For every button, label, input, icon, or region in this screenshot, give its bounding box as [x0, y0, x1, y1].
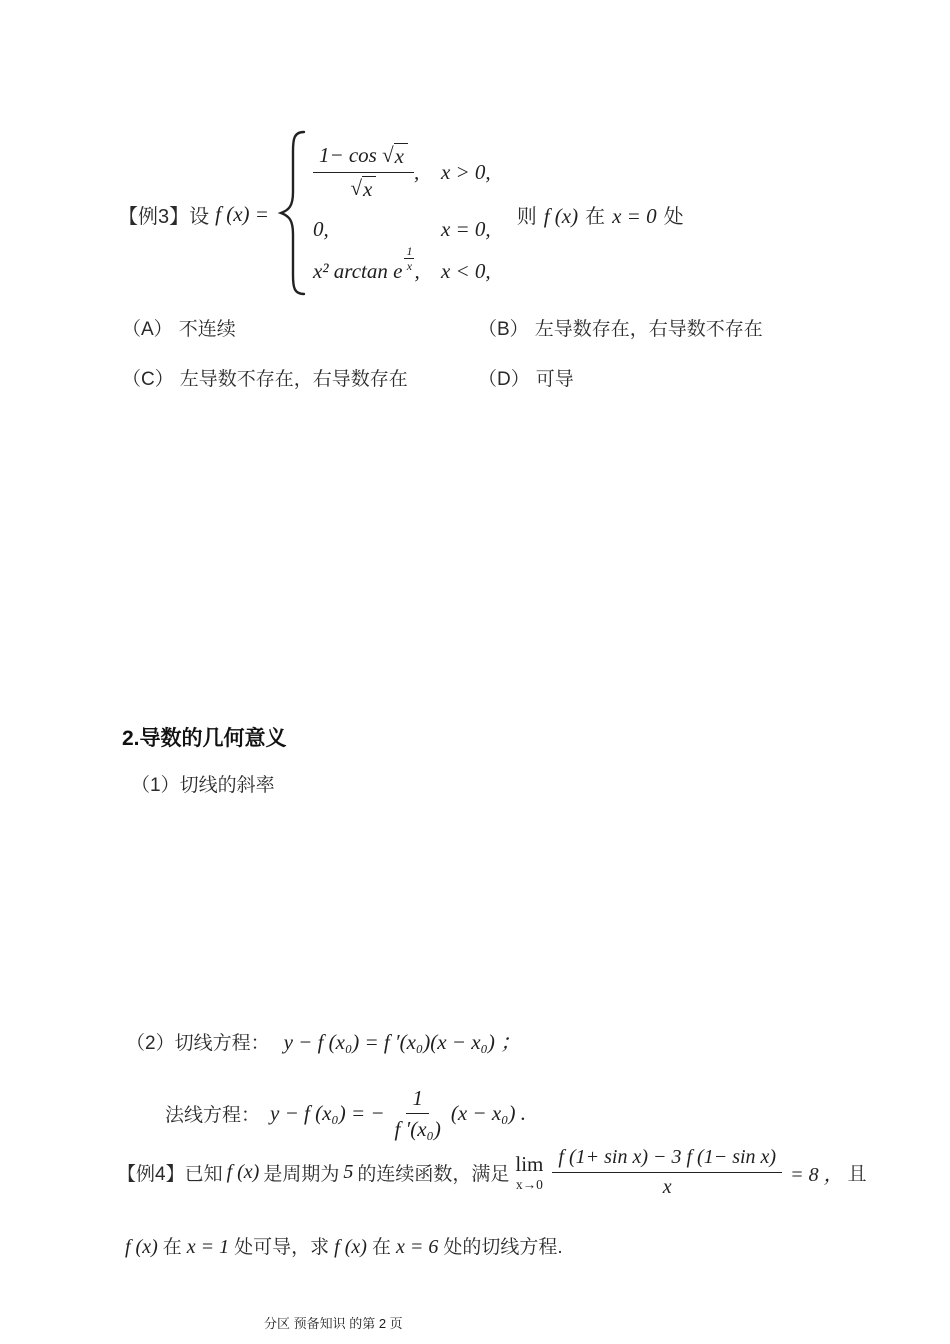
normal-equation-lhs: y − f (x₀) = − [270, 1101, 385, 1126]
normal-line-equation [165, 1086, 526, 1141]
tangent-equation-label: （2）切线方程： [126, 1033, 270, 1054]
fx-equals: f (x) = [215, 201, 269, 226]
tangent-line-equation [126, 1026, 521, 1056]
example-3-question: 则 f (x) 在 x = 0 处 [516, 203, 684, 228]
page-footer: 分区 预备知识 的第 2 页 [264, 1316, 403, 1331]
case-condition: x > 0, [440, 159, 491, 184]
piecewise-case [313, 143, 491, 200]
option-b-text: 左导数存在，右导数不存在 [534, 319, 763, 340]
options-row [122, 314, 862, 341]
piecewise-case [312, 243, 491, 285]
normal-equation-label: 法线方程： [165, 1105, 261, 1127]
piecewise-case [313, 217, 491, 242]
tangent-slope-item: （1）切线的斜率 [131, 775, 275, 796]
option-a-text: 不连续 [178, 319, 236, 340]
case-expression: x² arctan e [312, 258, 403, 283]
option-d-text: 可导 [535, 369, 574, 390]
fraction: $\frac{1}{\text{f ′(x₀)}}$ [394, 1086, 441, 1142]
option-a [122, 314, 478, 341]
superscript-fraction: 1 x [406, 243, 413, 273]
comma: , [413, 159, 420, 184]
case-condition: x < 0, [440, 258, 491, 283]
example-4-tag: 【例4】已知 [117, 1164, 223, 1185]
example-3 [118, 128, 684, 300]
tangent-equation-math: y − f (x₀) = f ′(x₀)(x − x₀) ； [283, 1030, 522, 1054]
limit-operator: lim x→0 [515, 1151, 544, 1192]
piecewise-brace [277, 128, 307, 300]
sqrt-radical: √ x [382, 143, 408, 168]
example-4-line2: f (x) 在 x = 1 处可导，求 f (x) 在 x = 6 处的切线方程. [125, 1236, 563, 1258]
limit-result: = 8 ， [790, 1164, 844, 1186]
case-expression: 0, [312, 216, 329, 241]
comma: , [414, 258, 420, 283]
option-d-key: （D） [478, 369, 530, 390]
example-3-label [118, 200, 269, 229]
option-c-key: （C） [122, 369, 174, 390]
piecewise-cases [313, 143, 491, 284]
option-c [122, 364, 478, 391]
options-row [122, 364, 862, 391]
option-a-key: （A） [122, 319, 173, 340]
case-condition: x = 0, [440, 216, 491, 241]
numerator-text: 1− cos [318, 143, 377, 168]
section-2-heading: 2.导数的几何意义 [122, 727, 287, 750]
answer-options [122, 314, 862, 414]
example-4: 【例4】已知 f (x) 是周期为 5 的连续函数，满足 lim x→0 $\frac{\text{f (1+ sin x) − 3 f (1− sin x)}}{x}$ = 8 ， 且 [117, 1146, 867, 1198]
normal-equation-rhs: (x − x₀) . [450, 1101, 526, 1126]
option-d [478, 364, 574, 391]
option-b [478, 314, 763, 341]
option-b-key: （B） [478, 319, 529, 340]
sqrt-radical: √ x [351, 176, 377, 201]
option-c-text: 左导数不存在，右导数存在 [179, 369, 408, 390]
fraction [313, 143, 414, 200]
fraction: $\frac{\text{f (1+ sin x) − 3 f (1− sin x)}}{x}$ [552, 1146, 782, 1199]
example-3-tag: 【例3】设 [118, 205, 210, 228]
